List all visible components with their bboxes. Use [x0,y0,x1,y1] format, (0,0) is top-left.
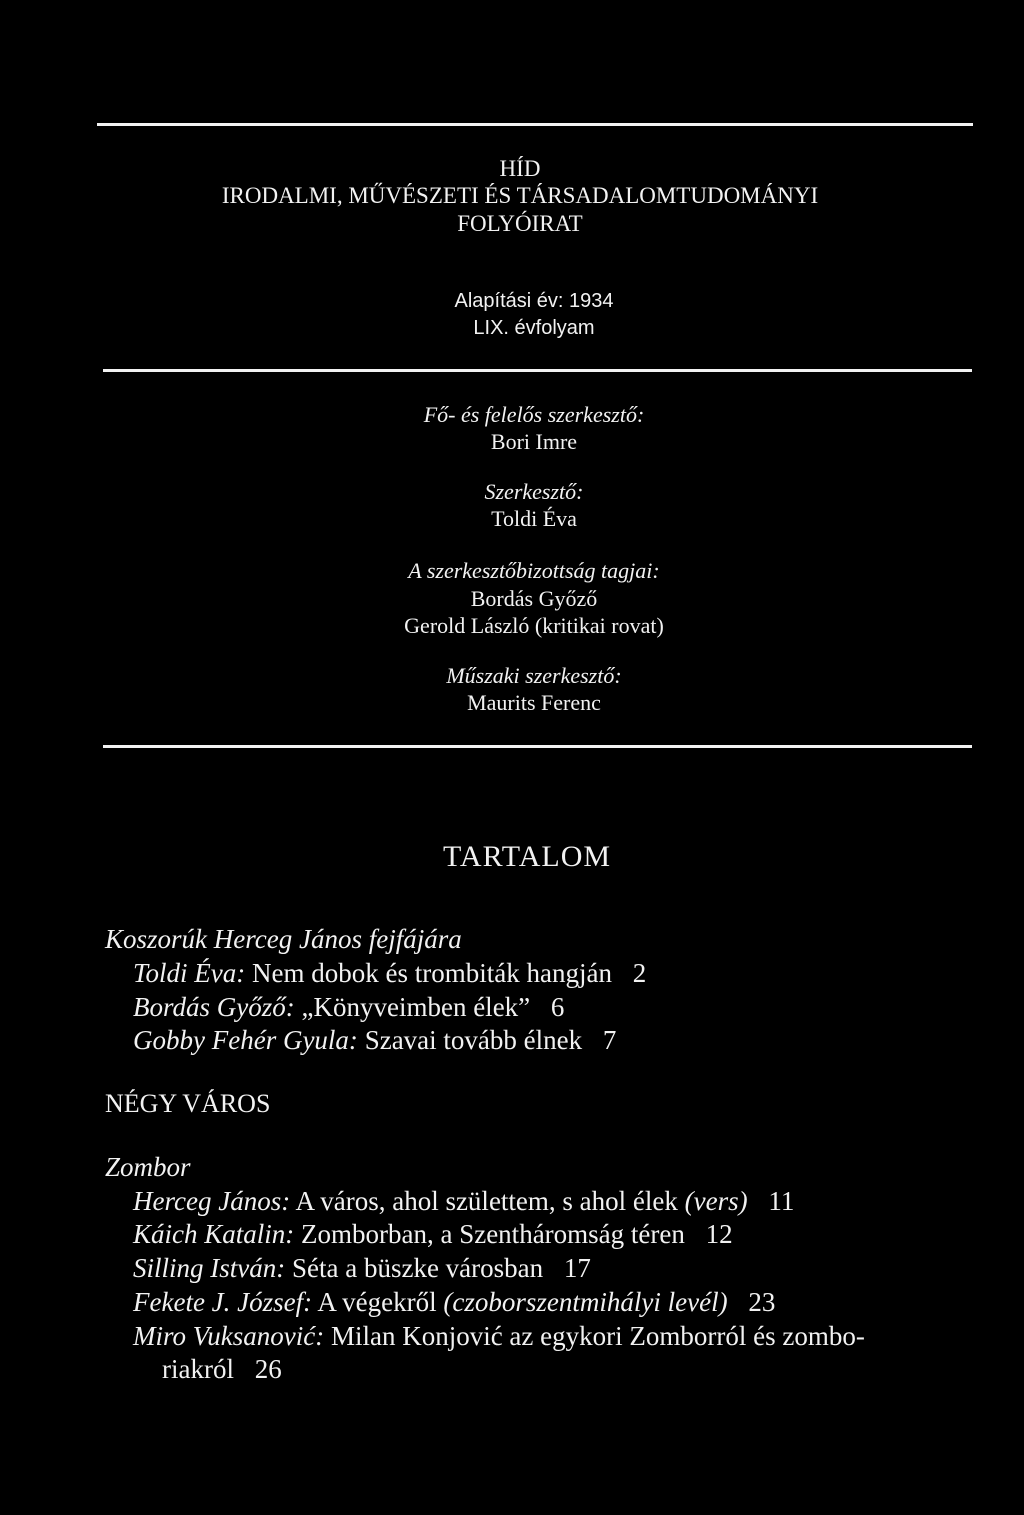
toc-entry [133,958,646,989]
toc-title: Nem dobok és trombiták hangján [252,958,612,988]
toc-author: Herceg János: [133,1186,291,1216]
toc-entry [133,1287,775,1318]
toc-entry [133,1219,733,1250]
toc-author: Silling István: [133,1253,286,1283]
toc-page: 7 [602,1025,617,1055]
toc-page: 12 [705,1219,733,1249]
toc-page: 17 [563,1253,591,1283]
contents-heading: TARTALOM [443,840,612,873]
chief-editor-role: Fő- és felelős szerkesztő: [423,402,645,427]
founding-year: Alapítási év: 1934 [454,290,614,312]
toc-entry [133,992,564,1023]
toc-author: Káich Katalin: [133,1219,295,1249]
toc-entry [133,1186,794,1217]
toc-note: (czoborszentmihályi levél) [443,1287,728,1317]
toc-title: A végekről [317,1287,437,1317]
board-member-1: Bordás Győző [470,586,598,611]
toc-title-continuation: riakról [162,1354,234,1384]
toc-title: Séta a büszke városban [291,1253,544,1283]
masthead-rule [103,369,972,372]
toc-entry [133,1025,616,1056]
section-title-koszoruk: Koszorúk Herceg János fejfájára [105,924,462,954]
toc-entry-continuation [162,1354,282,1385]
toc-note: (vers) [684,1186,748,1216]
toc-page: 2 [632,958,647,988]
toc-author: Bordás Győző: [133,992,295,1022]
top-rule [97,123,973,126]
toc-author: Gobby Fehér Gyula: [133,1025,358,1055]
toc-page: 23 [748,1287,776,1317]
technical-editor-role: Műszaki szerkesztő: [446,663,622,688]
staff-rule [103,745,972,748]
board-role: A szerkesztőbizottság tagjai: [408,558,660,583]
chief-editor-name: Bori Imre [490,429,578,454]
toc-title: Szavai tovább élnek [364,1025,583,1055]
toc-page: 26 [254,1354,282,1384]
section-title-negy-varos: NÉGY VÁROS [105,1089,271,1118]
editor-role: Szerkesztő: [484,479,584,504]
toc-title: Zomborban, a Szentháromság téren [301,1219,685,1249]
journal-subtitle-2: FOLYÓIRAT [457,211,583,236]
toc-page: 6 [550,992,565,1022]
toc-author: Fekete J. József: [133,1287,313,1317]
toc-entry [133,1253,591,1284]
editor-name: Toldi Éva [491,506,577,531]
toc-entry [133,1321,865,1352]
toc-title: A város, ahol születtem, s ahol élek [295,1186,678,1216]
technical-editor-name: Maurits Ferenc [467,690,601,715]
journal-title: HÍD [499,156,541,181]
journal-subtitle: IRODALMI, MŰVÉSZETI ÉS TÁRSADALOMTUDOMÁNYI [221,183,819,208]
toc-author: Miro Vuksanović: [133,1321,325,1351]
volume-number: LIX. évfolyam [473,317,595,339]
toc-title: Milan Konjović az egykori Zomborról és zombo- [330,1321,865,1351]
subsection-title-zombor: Zombor [105,1152,191,1182]
toc-author: Toldi Éva: [133,958,246,988]
toc-title: „Könyveimben élek” [301,992,531,1022]
toc-page: 11 [768,1186,795,1216]
board-member-2: Gerold László (kritikai rovat) [404,613,664,638]
